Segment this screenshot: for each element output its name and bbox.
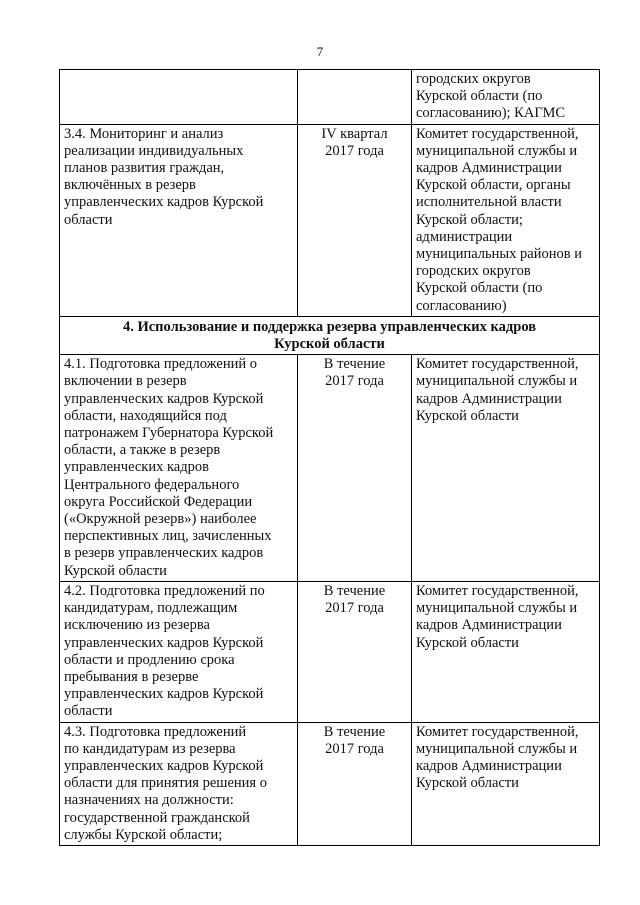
- table-row: [60, 124, 600, 316]
- activity-cell: 4.1. Подготовка предложений о включении в резерв управленческих кадров Курской области, находящийся под патронажем Губернатора Курской области, а также в резерв управленческих кадров Центрального федерального округа Российской Федерации («Окружной резерв») наиболее перспективных лиц, зачисленных в резерв управленческих кадров Курской области: [60, 355, 298, 582]
- executor-cell: Комитет государственной, муниципальной службы и кадров Администрации Курской области: [412, 581, 600, 722]
- table-row: [60, 70, 600, 125]
- executor-cell: Комитет государственной, муниципальной службы и кадров Администрации Курской области: [412, 722, 600, 845]
- table-row: [60, 722, 600, 845]
- executor-cell: Комитет государственной, муниципальной службы и кадров Администрации Курской области: [412, 355, 600, 582]
- table-row: [60, 355, 600, 582]
- activity-cell: 4.3. Подготовка предложений по кандидатурам из резерва управленческих кадров Курской области для принятия решения о назначениях на должности: государственной гражданской службы Курской области;: [60, 722, 298, 845]
- page-number: 7: [316, 44, 324, 59]
- section-4-title: 4. Использование и поддержка резерва управленческих кадров Курской области: [60, 316, 600, 354]
- term-cell: В течение 2017 года: [298, 722, 412, 845]
- plan-table: [59, 69, 600, 846]
- term-cell: В течение 2017 года: [298, 581, 412, 722]
- executor-cell: Комитет государственной, муниципальной службы и кадров Администрации Курской области, органы исполнительной власти Курской области; администрации муниципальных районов и городских округов Курской области (по согласованию): [412, 124, 600, 316]
- activity-cell: 3.4. Мониторинг и анализ реализации индивидуальных планов развития граждан, включённых в резерв управленческих кадров Курской области: [60, 124, 298, 316]
- table-row: [60, 581, 600, 722]
- term-cell: [298, 70, 412, 125]
- activity-cell: 4.2. Подготовка предложений по кандидатурам, подлежащим исключению из резерва управленческих кадров Курской области и продлению срока пребывания в резерве управленческих кадров Курской области: [60, 581, 298, 722]
- executor-cell: городских округов Курской области (по согласованию); КАГМС: [412, 70, 600, 125]
- term-cell: В течение 2017 года: [298, 355, 412, 582]
- activity-cell: [60, 70, 298, 125]
- term-cell: IV квартал 2017 года: [298, 124, 412, 316]
- section-heading-row: [60, 316, 600, 354]
